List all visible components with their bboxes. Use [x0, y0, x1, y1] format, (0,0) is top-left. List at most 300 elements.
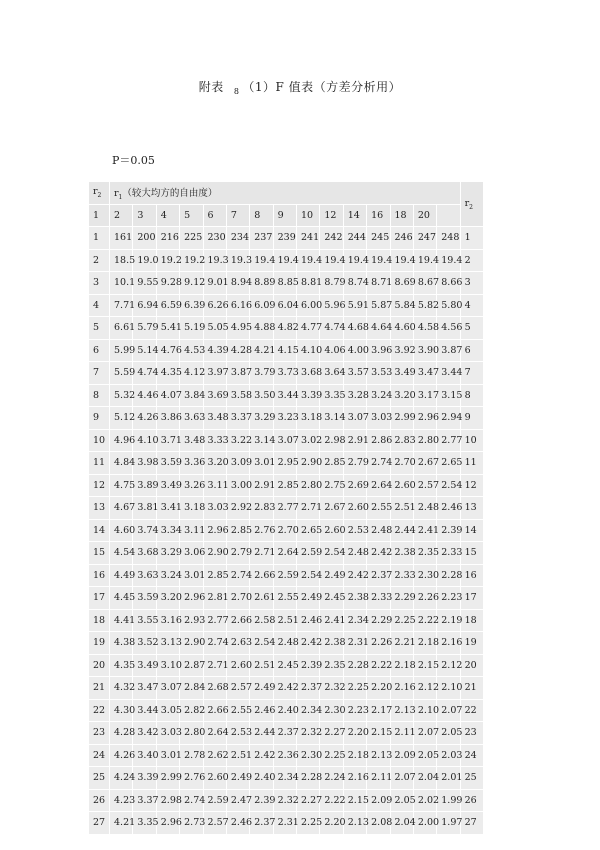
table-cell: 3.48: [180, 430, 202, 452]
table-row: [89, 700, 483, 722]
table-cell: 2.51: [250, 655, 272, 677]
table-cell: 2.70: [391, 452, 413, 474]
table-cell: 2.59: [204, 790, 226, 812]
table-cell: 3.87: [227, 362, 249, 384]
table-cell: 2.85: [204, 565, 226, 587]
table-cell: 2.15: [367, 722, 389, 744]
row-r2-label: 25: [89, 767, 109, 789]
table-cell: 2.60: [320, 520, 342, 542]
table-cell: 3.18: [297, 407, 319, 429]
table-cell: 2.84: [180, 677, 202, 699]
table-cell: 4.68: [344, 317, 366, 339]
table-cell: 2.01: [437, 767, 459, 789]
table-cell: 2.41: [414, 520, 436, 542]
table-cell: 2.74: [367, 452, 389, 474]
table-cell: 225: [180, 227, 202, 249]
table-row: [89, 745, 483, 767]
table-cell: 3.87: [437, 340, 459, 362]
table-cell: 2.51: [391, 497, 413, 519]
table-cell: 248: [437, 227, 459, 249]
table-cell: 3.35: [133, 812, 155, 834]
table-cell: 2.09: [367, 790, 389, 812]
table-cell: 2.75: [320, 475, 342, 497]
table-cell: 3.40: [133, 745, 155, 767]
table-cell: 2.59: [297, 542, 319, 564]
table-cell: 2.80: [414, 430, 436, 452]
table-cell: 3.37: [227, 407, 249, 429]
table-cell: 3.36: [180, 452, 202, 474]
table-cell: 8.94: [227, 272, 249, 294]
table-cell: 2.37: [367, 565, 389, 587]
table-cell: 242: [320, 227, 342, 249]
row-r2-right-label: 15: [461, 542, 483, 564]
row-r2-right-label: 21: [461, 677, 483, 699]
table-cell: 5.12: [110, 407, 132, 429]
table-cell: 3.20: [204, 452, 226, 474]
table-cell: 2.42: [344, 565, 366, 587]
table-cell: 2.05: [437, 722, 459, 744]
table-cell: 2.26: [414, 587, 436, 609]
row-r2-right-label: 10: [461, 430, 483, 452]
table-cell: 3.29: [157, 542, 179, 564]
column-header: 10: [297, 205, 319, 227]
table-cell: 2.35: [320, 655, 342, 677]
table-cell: 2.98: [157, 790, 179, 812]
column-header: 4: [157, 205, 179, 227]
table-cell: 9.01: [204, 272, 226, 294]
row-r2-right-label: 19: [461, 632, 483, 654]
table-cell: 9.28: [157, 272, 179, 294]
table-cell: 230: [204, 227, 226, 249]
table-cell: 2.85: [227, 520, 249, 542]
table-cell: 3.39: [133, 767, 155, 789]
table-cell: 2.18: [414, 632, 436, 654]
table-cell: 2.62: [204, 745, 226, 767]
table-cell: 2.74: [204, 632, 226, 654]
table-cell: 2.46: [250, 700, 272, 722]
table-cell: 2.74: [180, 790, 202, 812]
table-cell: 5.96: [320, 295, 342, 317]
column-header: 12: [320, 205, 342, 227]
table-cell: 19.4: [437, 250, 459, 272]
column-header: 18: [391, 205, 413, 227]
table-cell: 2.32: [297, 722, 319, 744]
column-header-first: 1: [89, 205, 109, 227]
table-cell: 3.48: [204, 407, 226, 429]
row-r2-label: 16: [89, 565, 109, 587]
table-row: [89, 227, 483, 249]
table-cell: 3.39: [297, 385, 319, 407]
row-r2-right-label: 7: [461, 362, 483, 384]
table-cell: 2.25: [391, 610, 413, 632]
table-cell: 2.20: [320, 812, 342, 834]
table-row: [89, 520, 483, 542]
table-row: [89, 677, 483, 699]
table-cell: 4.53: [180, 340, 202, 362]
table-cell: 2.55: [367, 497, 389, 519]
table-cell: 4.35: [110, 655, 132, 677]
table-cell: 4.75: [110, 475, 132, 497]
table-cell: 6.00: [297, 295, 319, 317]
table-cell: 2.81: [204, 587, 226, 609]
table-cell: 2.83: [391, 430, 413, 452]
table-cell: 5.87: [367, 295, 389, 317]
row-r2-right-label: 6: [461, 340, 483, 362]
table-cell: 3.81: [133, 497, 155, 519]
table-cell: 2.90: [204, 542, 226, 564]
table-cell: 4.54: [110, 542, 132, 564]
table-cell: 8.79: [320, 272, 342, 294]
table-row: [89, 452, 483, 474]
table-row: [89, 475, 483, 497]
table-cell: 3.20: [157, 587, 179, 609]
table-cell: 3.84: [180, 385, 202, 407]
table-cell: 4.21: [110, 812, 132, 834]
table-cell: 4.74: [133, 362, 155, 384]
table-cell: 4.45: [110, 587, 132, 609]
table-cell: 2.17: [367, 700, 389, 722]
table-cell: 4.26: [133, 407, 155, 429]
table-cell: 4.46: [133, 385, 155, 407]
row-r2-label: 20: [89, 655, 109, 677]
table-cell: 2.85: [274, 475, 296, 497]
table-cell: 2.54: [320, 542, 342, 564]
row-r2-label: 26: [89, 790, 109, 812]
row-r2-right-label: 24: [461, 745, 483, 767]
table-cell: 2.82: [180, 700, 202, 722]
table-cell: 19.0: [133, 250, 155, 272]
row-r2-label: 18: [89, 610, 109, 632]
table-cell: 4.76: [157, 340, 179, 362]
table-cell: 3.53: [367, 362, 389, 384]
p-value-label: P＝0.05: [112, 154, 155, 167]
table-cell: 2.70: [227, 587, 249, 609]
column-header: 20: [414, 205, 436, 227]
table-cell: 8.74: [344, 272, 366, 294]
table-cell: 2.85: [320, 452, 342, 474]
table-cell: 2.77: [274, 497, 296, 519]
table-cell: 2.44: [391, 520, 413, 542]
row-r2-label: 27: [89, 812, 109, 834]
table-cell: 2.99: [157, 767, 179, 789]
table-cell: 2.49: [250, 677, 272, 699]
table-cell: 2.91: [250, 475, 272, 497]
table-cell: 2.55: [227, 700, 249, 722]
table-cell: 2.28: [344, 655, 366, 677]
r2-right-header-cell: $r_2$: [461, 182, 483, 226]
table-cell: 2.93: [180, 610, 202, 632]
table-row: [89, 430, 483, 452]
table-header-row-2: [89, 205, 483, 227]
table-row: [89, 790, 483, 812]
table-cell: 6.94: [133, 295, 155, 317]
row-r2-label: 22: [89, 700, 109, 722]
table-cell: 2.54: [297, 565, 319, 587]
table-cell: 19.4: [391, 250, 413, 272]
table-cell: 2.31: [344, 632, 366, 654]
table-cell: 2.19: [437, 610, 459, 632]
table-cell: 234: [227, 227, 249, 249]
row-r2-right-label: 17: [461, 587, 483, 609]
table-cell: 2.04: [391, 812, 413, 834]
table-cell: 2.48: [274, 632, 296, 654]
table-cell: 2.28: [437, 565, 459, 587]
table-cell: 2.07: [391, 767, 413, 789]
table-cell: 3.89: [133, 475, 155, 497]
table-cell: 4.07: [157, 385, 179, 407]
table-cell: 3.29: [250, 407, 272, 429]
table-cell: 5.99: [110, 340, 132, 362]
table-cell: 2.34: [297, 700, 319, 722]
table-cell: 3.97: [204, 362, 226, 384]
table-cell: 2.33: [367, 587, 389, 609]
table-cell: 3.98: [133, 452, 155, 474]
table-cell: 5.14: [133, 340, 155, 362]
table-cell: 2.40: [274, 700, 296, 722]
table-row: [89, 407, 483, 429]
table-cell: 2.39: [250, 790, 272, 812]
table-cell: 19.4: [414, 250, 436, 272]
table-cell: 2.34: [344, 610, 366, 632]
row-r2-right-label: 26: [461, 790, 483, 812]
table-cell: 3.26: [180, 475, 202, 497]
table-cell: 2.09: [391, 745, 413, 767]
table-cell: 2.45: [274, 655, 296, 677]
table-cell: 3.55: [133, 610, 155, 632]
table-cell: 19.4: [297, 250, 319, 272]
table-cell: 2.66: [204, 700, 226, 722]
table-cell: 3.07: [274, 430, 296, 452]
table-cell: 18.5: [110, 250, 132, 272]
table-cell: 3.50: [250, 385, 272, 407]
table-cell: 3.05: [157, 700, 179, 722]
table-cell: 3.34: [157, 520, 179, 542]
table-cell: 4.10: [297, 340, 319, 362]
table-cell: 4.28: [110, 722, 132, 744]
table-row: [89, 587, 483, 609]
table-cell: 2.42: [274, 677, 296, 699]
table-cell: 2.45: [320, 587, 342, 609]
table-cell: 2.94: [437, 407, 459, 429]
table-cell: 3.64: [320, 362, 342, 384]
table-cell: 3.07: [157, 677, 179, 699]
table-cell: 5.79: [133, 317, 155, 339]
table-cell: 2.26: [367, 632, 389, 654]
table-cell: 19.2: [157, 250, 179, 272]
table-row: [89, 812, 483, 834]
table-cell: 3.23: [274, 407, 296, 429]
table-cell: 3.63: [180, 407, 202, 429]
table-cell: 2.42: [297, 632, 319, 654]
row-r2-right-label: 13: [461, 497, 483, 519]
table-cell: 2.00: [414, 812, 436, 834]
table-cell: 2.46: [437, 497, 459, 519]
table-cell: 2.11: [367, 767, 389, 789]
table-cell: 2.22: [320, 790, 342, 812]
row-r2-right-label: 3: [461, 272, 483, 294]
table-cell: 4.12: [180, 362, 202, 384]
table-cell: 3.79: [250, 362, 272, 384]
table-cell: 5.05: [204, 317, 226, 339]
table-cell: 2.57: [227, 677, 249, 699]
table-row: [89, 497, 483, 519]
table-cell: 2.38: [344, 587, 366, 609]
table-cell: 3.02: [297, 430, 319, 452]
table-cell: 2.20: [367, 677, 389, 699]
row-r2-label: 2: [89, 250, 109, 272]
table-cell: 2.15: [344, 790, 366, 812]
table-cell: 2.96: [180, 587, 202, 609]
table-cell: 2.11: [391, 722, 413, 744]
table-cell: 2.53: [344, 520, 366, 542]
table-cell: 4.64: [367, 317, 389, 339]
table-row: [89, 655, 483, 677]
table-cell: 3.42: [133, 722, 155, 744]
table-cell: 3.03: [157, 722, 179, 744]
table-cell: 4.67: [110, 497, 132, 519]
table-cell: 2.18: [391, 655, 413, 677]
table-cell: 2.49: [227, 767, 249, 789]
table-cell: 2.49: [297, 587, 319, 609]
table-cell: 6.04: [274, 295, 296, 317]
table-cell: 8.85: [274, 272, 296, 294]
table-cell: 3.15: [437, 385, 459, 407]
table-cell: 4.41: [110, 610, 132, 632]
table-cell: 2.27: [297, 790, 319, 812]
table-cell: 4.32: [110, 677, 132, 699]
table-cell: 6.39: [180, 295, 202, 317]
table-cell: 2.77: [437, 430, 459, 452]
table-cell: 4.38: [110, 632, 132, 654]
table-cell: 2.69: [344, 475, 366, 497]
table-cell: 2.90: [180, 632, 202, 654]
column-header: 5: [180, 205, 202, 227]
table-cell: 2.30: [414, 565, 436, 587]
table-cell: 2.20: [344, 722, 366, 744]
row-r2-right-label: 20: [461, 655, 483, 677]
table-cell: 4.95: [227, 317, 249, 339]
table-cell: 216: [157, 227, 179, 249]
table-cell: 2.67: [414, 452, 436, 474]
table-cell: 2.30: [297, 745, 319, 767]
table-cell: 8.66: [437, 272, 459, 294]
table-cell: 4.00: [344, 340, 366, 362]
table-cell: 2.60: [204, 767, 226, 789]
row-r2-label: 1: [89, 227, 109, 249]
table-cell: 2.46: [227, 812, 249, 834]
table-row: [89, 632, 483, 654]
table-cell: 2.23: [344, 700, 366, 722]
table-cell: 2.33: [391, 565, 413, 587]
table-cell: 2.37: [250, 812, 272, 834]
table-cell: 2.60: [344, 497, 366, 519]
row-r2-right-label: 14: [461, 520, 483, 542]
row-r2-label: 23: [89, 722, 109, 744]
column-header: 2: [110, 205, 132, 227]
table-row: [89, 385, 483, 407]
column-header: 6: [204, 205, 226, 227]
table-cell: 2.39: [437, 520, 459, 542]
row-r2-right-label: 12: [461, 475, 483, 497]
row-r2-label: 9: [89, 407, 109, 429]
table-cell: 3.33: [204, 430, 226, 452]
column-header: 8: [250, 205, 272, 227]
table-cell: 6.59: [157, 295, 179, 317]
table-cell: 5.19: [180, 317, 202, 339]
table-cell: 2.25: [344, 677, 366, 699]
table-cell: 3.63: [133, 565, 155, 587]
table-cell: 2.76: [180, 767, 202, 789]
table-cell: 2.04: [414, 767, 436, 789]
row-r2-right-label: 11: [461, 452, 483, 474]
table-cell: 241: [297, 227, 319, 249]
table-cell: 2.54: [250, 632, 272, 654]
table-cell: 3.68: [297, 362, 319, 384]
table-cell: 2.16: [391, 677, 413, 699]
table-cell: 3.11: [204, 475, 226, 497]
row-r2-right-label: 4: [461, 295, 483, 317]
table-cell: 3.69: [204, 385, 226, 407]
table-cell: 2.66: [250, 565, 272, 587]
f-value-table: [88, 181, 484, 835]
table-cell: 3.28: [344, 385, 366, 407]
table-cell: 3.16: [157, 610, 179, 632]
table-cell: 19.4: [274, 250, 296, 272]
table-cell: 2.36: [274, 745, 296, 767]
table-row: [89, 317, 483, 339]
table-cell: 2.02: [414, 790, 436, 812]
table-cell: 5.82: [414, 295, 436, 317]
row-r2-right-label: 18: [461, 610, 483, 632]
row-r2-label: 24: [89, 745, 109, 767]
table-cell: 3.03: [204, 497, 226, 519]
row-r2-right-label: 8: [461, 385, 483, 407]
column-header: 7: [227, 205, 249, 227]
table-cell: 1.97: [437, 812, 459, 834]
row-r2-right-label: 2: [461, 250, 483, 272]
table-cell: 4.77: [297, 317, 319, 339]
title-prefix: 附表: [198, 80, 224, 94]
row-r2-right-label: 23: [461, 722, 483, 744]
table-cell: 19.4: [250, 250, 272, 272]
table-cell: 3.47: [414, 362, 436, 384]
r1-header-cell: $r_1$（较大均方的自由度）: [110, 182, 460, 204]
table-cell: 2.10: [437, 677, 459, 699]
table-cell: 2.71: [204, 655, 226, 677]
table-row: [89, 542, 483, 564]
table-row: [89, 250, 483, 272]
table-cell: 247: [414, 227, 436, 249]
table-cell: 6.16: [227, 295, 249, 317]
table-cell: 2.68: [204, 677, 226, 699]
table-cell: 4.24: [110, 767, 132, 789]
table-cell: 3.47: [133, 677, 155, 699]
table-row: [89, 340, 483, 362]
table-cell: 2.96: [414, 407, 436, 429]
table-cell: 4.84: [110, 452, 132, 474]
table-cell: 3.44: [133, 700, 155, 722]
table-cell: 3.00: [227, 475, 249, 497]
table-cell: 2.53: [227, 722, 249, 744]
table-row: [89, 272, 483, 294]
table-cell: 2.30: [320, 700, 342, 722]
table-cell: 2.79: [227, 542, 249, 564]
table-cell: 2.42: [367, 542, 389, 564]
table-cell: 2.66: [227, 610, 249, 632]
row-r2-label: 4: [89, 295, 109, 317]
table-cell: 3.49: [157, 475, 179, 497]
table-cell: 2.96: [204, 520, 226, 542]
